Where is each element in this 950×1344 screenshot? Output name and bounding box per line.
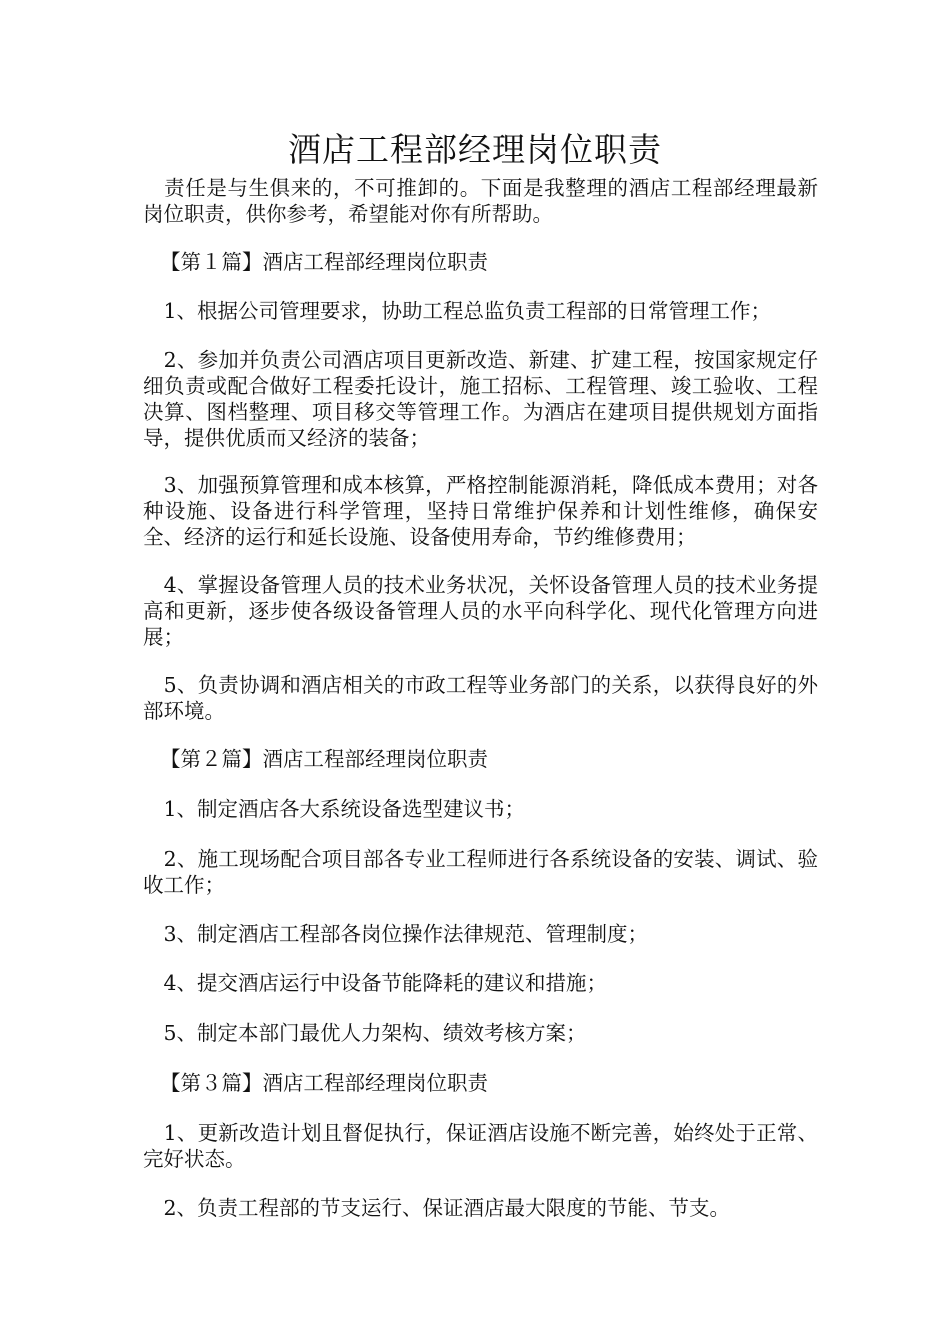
section-2-item-4: 4、提交酒店运行中设备节能降耗的建议和措施；	[143, 971, 608, 995]
section-2-item-5: 5、制定本部门最优人力架构、绩效考核方案；	[143, 1021, 587, 1045]
section-1-item-2: 2、参加并负责公司酒店项目更新改造、新建、扩建工程，按国家规定仔细负责或配合做好工程委托设计，施工招标、工程管理、竣工验收、工程决算、图档整理、项目移交等管理工作。为酒店在建项目提供规划方面指导，提供优质而又经济的装备；	[143, 348, 818, 450]
section-3-item-1: 1、更新改造计划且督促执行，保证酒店设施不断完善，始终处于正常、完好状态。	[143, 1121, 818, 1171]
section-1-item-1: 1、根据公司管理要求，协助工程总监负责工程部的日常管理工作；	[143, 299, 772, 323]
section-1-item-5: 5、负责协调和酒店相关的市政工程等业务部门的关系，以获得良好的外部环境。	[143, 673, 818, 723]
section-2-heading: 【第２篇】酒店工程部经理岗位职责	[160, 747, 488, 771]
section-2-item-2: 2、施工现场配合项目部各专业工程师进行各系统设备的安装、调试、验收工作；	[143, 847, 818, 897]
section-3-item-2: 2、负责工程部的节支运行、保证酒店最大限度的节能、节支。	[143, 1196, 731, 1220]
section-1-item-4: 4、掌握设备管理人员的技术业务状况，关怀设备管理人员的技术业务提高和更新，逐步使各级设备管理人员的水平向科学化、现代化管理方向进展；	[143, 573, 818, 649]
section-2-item-3: 3、制定酒店工程部各岗位操作法律规范、管理制度；	[143, 922, 649, 946]
section-1-heading: 【第１篇】酒店工程部经理岗位职责	[160, 250, 488, 274]
section-2-item-1: 1、制定酒店各大系统设备选型建议书；	[143, 797, 526, 821]
section-3-heading: 【第３篇】酒店工程部经理岗位职责	[160, 1071, 488, 1095]
intro-paragraph: 责任是与生俱来的，不可推卸的。下面是我整理的酒店工程部经理最新岗位职责，供你参考，希望能对你有所帮助。	[143, 176, 818, 226]
document-title: 酒店工程部经理岗位职责	[288, 130, 662, 169]
section-1-item-3: 3、加强预算管理和成本核算，严格控制能源消耗，降低成本费用；对各种设施、设备进行科学管理，坚持日常维护保养和计划性维修，确保安全、经济的运行和延长设施、设备使用寿命，节约维修费用；	[143, 473, 818, 549]
